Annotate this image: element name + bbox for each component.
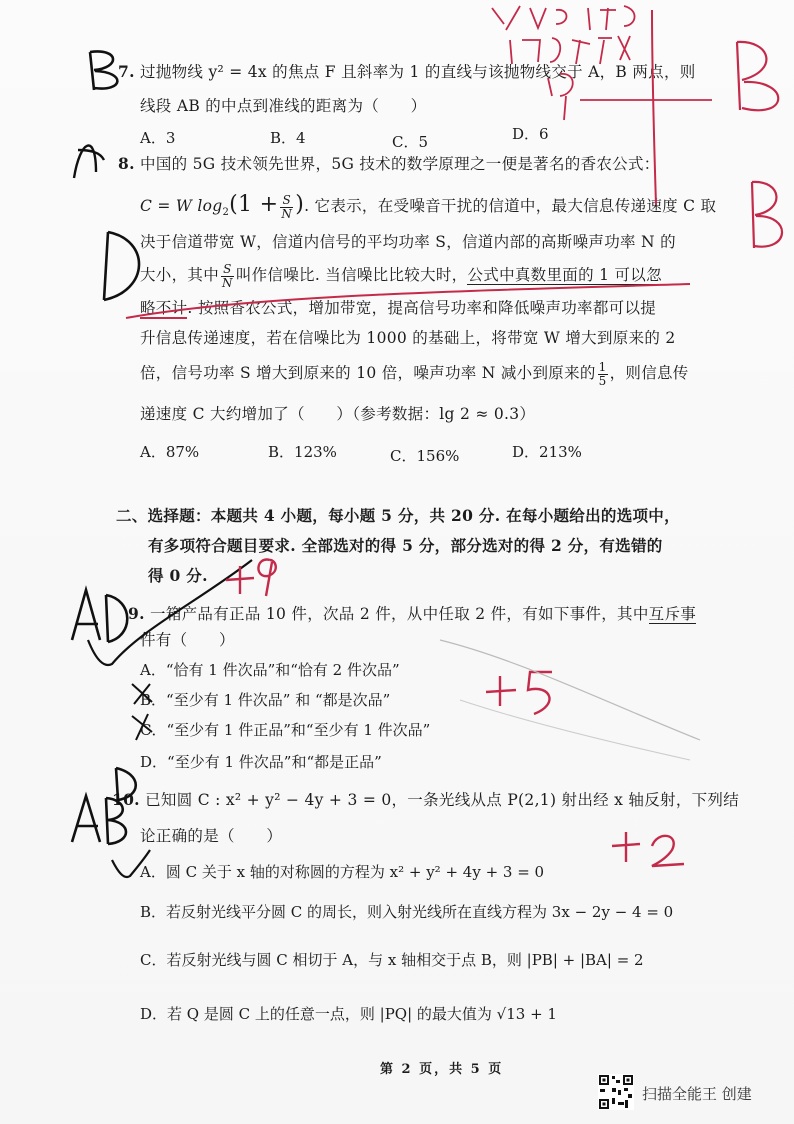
q8-formula-paren-close: ) [295, 192, 305, 217]
q10-number: 10. [112, 790, 140, 809]
q8-line7 [140, 358, 689, 388]
q8-formula-paren-open: (1 + [229, 192, 279, 217]
scanner-watermark: 扫描全能王 创建 [642, 1085, 752, 1103]
q10-option-a[interactable]: A．圆 C 关于 x 轴的对称圆的方程为 x² + y² + 4y + 3 = 0 [140, 863, 545, 881]
q8-option-b[interactable]: B．123% [268, 443, 337, 461]
q7-number: 7. [118, 62, 135, 81]
q8-line8: 递速度 C 大约增加了（ ）（参考数据：lg 2 ≈ 0.3） [140, 405, 536, 423]
section2-line1: 二、选择题：本题共 4 小题，每小题 5 分，共 20 分. 在每小题给出的选项中， [116, 506, 680, 525]
q8-line7-frac-num: 1 [598, 359, 607, 374]
q8-option-c[interactable]: C．156% [390, 447, 460, 465]
q8-line6: 升信息传递速度，若在信噪比为 1000 的基础上，将带宽 W 增大到原来的 2 [140, 329, 676, 347]
q8-line4-frac-den: N [222, 275, 233, 290]
q8-line1 [118, 154, 660, 174]
q8-line4-post: 叫作信噪比. 当信噪比比较大时， [235, 266, 468, 284]
q10-option-c[interactable]: C．若反射光线与圆 C 相切于 A，与 x 轴相交于点 B，则 |PB| + |BA| = 2 [140, 951, 644, 969]
q8-scribble [74, 146, 104, 178]
q9-score-mark [486, 672, 552, 714]
q8-line7-frac-den: 5 [598, 373, 607, 388]
q9-line1-pre: 一箱产品有正品 10 件，次品 2 件，从中任取 2 件，有如下事件，其中 [150, 605, 649, 623]
q8-line5-underlined: 略不计 [140, 299, 188, 317]
qr-code-icon [598, 1074, 634, 1110]
q8-stem-1: 中国的 5G 技术领先世界，5G 技术的数学原理之一便是著名的香农公式： [140, 155, 660, 173]
q9-option-c[interactable]: C．“至少有 1 件正品”和“至少有 1 件次品” [140, 721, 431, 739]
q9-line2: 件有（ ） [140, 631, 235, 649]
red-vertical-line [652, 10, 656, 205]
page-number: 第 2 页，共 5 页 [380, 1062, 504, 1077]
q9-line1-underlined: 互斥事 [648, 605, 697, 623]
q9-answer-mark [72, 590, 127, 642]
q8-frac-num: S [280, 194, 293, 208]
top-note-line1 [492, 6, 635, 30]
q8-line4-pre: 大小，其中 [140, 266, 220, 284]
faint-pencil-mark [440, 640, 700, 740]
q8-formula-prefix: C = W log [140, 197, 223, 215]
q8-answer-mark [104, 232, 139, 300]
q10-line2: 论正确的是（ ） [140, 827, 283, 845]
q9-number: 9. [128, 604, 145, 623]
q8-line5 [140, 298, 656, 318]
q7-line1 [118, 62, 696, 82]
q7-answer-mark [90, 51, 117, 90]
top-note-line2 [510, 36, 630, 64]
q10-stem-1: 已知圆 C : x² + y² − 4y + 3 = 0，一条光线从点 P(2,1) 射出经 x 轴反射，下列结 [145, 791, 740, 809]
q8-line7-fraction [598, 361, 608, 388]
q8-line4 [140, 260, 662, 290]
q8-line2-rest: . 它表示，在受噪音干扰的信道中，最大信息传递速度 C 取 [304, 197, 717, 215]
q8-line4-frac-num: S [221, 263, 234, 277]
q10-option-d[interactable]: D．若 Q 是圆 C 上的任意一点，则 |PQ| 的最大值为 √13 + 1 [140, 1005, 557, 1023]
q9-option-b[interactable]: B．“至少有 1 件次品” 和 “都是次品” [140, 691, 391, 709]
q8-formula-sub: 2 [222, 207, 230, 219]
q8-line4-fraction [221, 263, 234, 290]
section2-line3: 得 0 分. [148, 566, 208, 585]
q7-option-b[interactable]: B．4 [270, 129, 306, 147]
q8-formula-fraction [280, 194, 293, 221]
q8-line3: 决于信道带宽 W，信道内信号的平均功率 S，信道内部的高斯噪声功率 N 的 [140, 233, 676, 251]
q8-line7-pre: 倍，信号功率 S 增大到原来的 10 倍，噪声功率 N 减小到原来的 [140, 364, 596, 382]
q10-score-mark [612, 832, 684, 866]
q9-option-a[interactable]: A．“恰有 1 件次品”和“恰有 2 件次品” [140, 661, 400, 679]
q10-option-b[interactable]: B．若反射光线平分圆 C 的周长，则入射光线所在直线方程为 3x − 2y − 4 = 0 [140, 903, 674, 921]
faint-pencil-mark-2 [460, 700, 690, 760]
q8-number: 8. [118, 154, 135, 173]
q7-option-c[interactable]: C．5 [392, 133, 429, 151]
q8-frac-den: N [281, 206, 293, 221]
q10-line1 [112, 790, 739, 810]
margin-red-mark-2 [752, 182, 782, 248]
q7-option-d[interactable]: D．6 [512, 125, 549, 143]
section-score-mark [226, 560, 276, 596]
q9-line1 [128, 604, 696, 624]
q8-formula-line [140, 190, 716, 228]
q8-line7-post: ，则信息传 [609, 364, 689, 382]
section2-line2: 有多项符合题目要求. 全部选对的得 5 分，部分选对的得 2 分，有选错的 [148, 536, 663, 555]
q7-stem-1: 过抛物线 y² = 4x 的焦点 F 且斜率为 1 的直线与该抛物线交于 A，B 两点，则 [140, 63, 696, 81]
q9-option-d[interactable]: D．“至少有 1 件次品”和“都是正品” [140, 753, 382, 771]
q7-line2: 线段 AB 的中点到准线的距离为（ ） [140, 97, 427, 115]
q8-line5-rest: . 按照香农公式，增加带宽，提高信号功率和降低噪声功率都可以提 [187, 299, 657, 317]
q7-option-a[interactable]: A．3 [140, 129, 176, 147]
q8-option-d[interactable]: D．213% [512, 443, 582, 461]
margin-red-mark-1 [737, 42, 778, 110]
q8-option-a[interactable]: A．87% [140, 443, 200, 461]
q8-line4-underlined: 公式中真数里面的 1 可以忽 [467, 266, 662, 284]
